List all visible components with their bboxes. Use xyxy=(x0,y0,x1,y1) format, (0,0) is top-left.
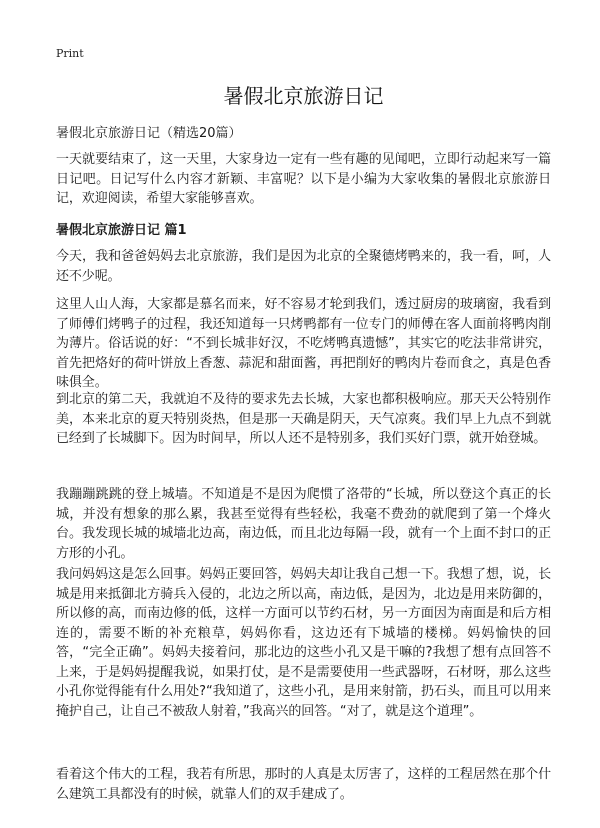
paragraph-1: 今天，我和爸爸妈妈去北京旅游，我们是因为北京的全聚德烤鸭来的，我一看，呵，人还不少呢。 xyxy=(56,249,551,284)
paragraph-2: 这里人山人海，大家都是慕名而来，好不容易才轮到我们，透过厨房的玻璃窗，我看到了师傅们烤鸭子的过程，我还知道每一只烤鸭都有一位专门的师傅在客人面前将鸭肉削为薄片。俗话说的好：“不到长城非好汉，不吃烤鸭真遗憾”，其实它的吃法非常讲究，首先把烙好的荷叶饼放上香葱、蒜泥和甜面酱，再把削好的鸭肉片卷而食之，真是色香味俱全。 xyxy=(56,297,551,390)
paragraph-3: 到北京的第二天，我就迫不及待的要求先去长城，大家也都积极响应。那天天公特别作美，本来北京的夏天特别炎热，但是那一天确是阴天，天气凉爽。我们早上九点不到就已经到了长城脚下。因为时间早，所以人还不是特别多，我们买好门票，就开始登城。 xyxy=(56,392,551,446)
paragraph-6: 看着这个伟大的工程，我若有所思，那时的人真是太厉害了，这样的工程居然在那个什么建筑工具都没有的时候，就靠人们的双手建成了。 xyxy=(56,767,551,802)
subtitle: 暑假北京旅游日记（精选20篇） xyxy=(56,126,242,141)
intro-paragraph: 一天就要结束了，这一天里，大家身边一定有一些有趣的见闻吧，立即行动起来写一篇日记吧。日记写什么内容才新颖、丰富呢？以下是小编为大家收集的暑假北京旅游日记，欢迎阅读，希望大家能够喜欢。 xyxy=(56,152,551,206)
page-title: 暑假北京旅游日记 xyxy=(223,84,384,108)
section-heading: 暑假北京旅游日记 篇1 xyxy=(56,223,187,238)
print-label: Print xyxy=(56,47,84,60)
paragraph-4: 我蹦蹦跳跳的登上城墙。不知道是不是因为爬惯了洛带的“长城，所以登这个真正的长城，并没有想象的那么累，我甚至觉得有些轻松，我毫不费劲的就爬到了第一个烽火台。我发现长城的城墙北边高，南边低，而且北边每隔一段，就有一个上面不封口的正方形的小孔。 xyxy=(56,487,551,561)
paragraph-5: 我问妈妈这是怎么回事。妈妈正要回答，妈妈夫却让我自己想一下。我想了想，说，长城是用来抵御北方骑兵入侵的，北边之所以高，南边低，是因为，北边是用来防御的，所以修的高，而南边修的低，这样一方面可以节约石材，另一方面因为南面是和后方相连的，需要不断的补充粮草，妈妈你看，这边还有下城墙的楼梯。妈妈愉快的回答，“完全正确”。妈妈夫接着问，那北边的这些小孔又是干嘛的?我想了想有点回答不上来，于是妈妈提醒我说，如果打仗，是不是需要使用一些武器呀，石材呀，那么这些小孔你觉得能有什么用处?“我知道了，这些小孔，是用来射箭，扔石头，而且可以用来掩护自己，让自己不被敌人射着，”我高兴的回答。“对了，就是这个道理”。 xyxy=(56,567,551,719)
